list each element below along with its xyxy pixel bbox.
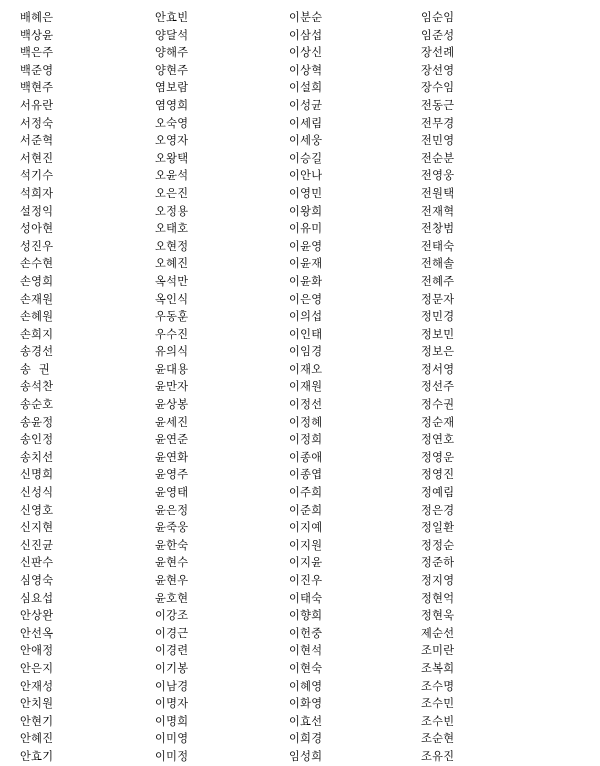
name-cell: 이승길	[289, 151, 323, 165]
name-cell: 이명자	[155, 697, 189, 711]
name-cell: 이미영	[155, 732, 189, 746]
name-cell: 전무경	[421, 116, 455, 130]
name-cell: 전창범	[421, 222, 455, 236]
name-cell: 서유란	[20, 98, 54, 112]
name-cell: 이진우	[289, 574, 323, 587]
table-row	[0, 590, 600, 608]
table-row	[0, 203, 600, 221]
name-cell: 조유진	[421, 749, 455, 763]
table-row	[0, 308, 600, 326]
name-cell: 성아현	[20, 222, 54, 236]
name-cell: 오혜진	[155, 257, 189, 271]
name-cell: 서정숙	[20, 116, 54, 130]
name-cell: 석기수	[20, 169, 54, 183]
name-cell: 전순분	[421, 151, 455, 165]
table-row	[0, 115, 600, 133]
table-row	[0, 748, 600, 766]
name-cell: 이윤영	[289, 239, 323, 253]
table-row	[0, 44, 600, 62]
name-cell: 양해주	[155, 46, 189, 60]
name-cell: 장선영	[421, 63, 455, 77]
table-row	[0, 273, 600, 291]
name-cell: 이효선	[289, 714, 323, 728]
name-cell: 이유미	[289, 222, 323, 236]
name-cell: 손재원	[20, 292, 54, 306]
name-cell: 이정희	[289, 433, 323, 447]
name-cell: 송윤정	[20, 415, 54, 429]
table-row	[0, 167, 600, 185]
name-cell: 백준영	[20, 63, 54, 77]
table-row	[0, 449, 600, 467]
name-cell: 윤연준	[155, 433, 189, 447]
name-cell: 이혜영	[289, 679, 323, 693]
name-cell: 이강조	[155, 609, 189, 623]
name-cell: 이은영	[289, 292, 323, 306]
table-row	[0, 238, 600, 256]
table-row	[0, 9, 600, 27]
name-cell: 이미정	[155, 749, 189, 763]
name-cell: 이지예	[289, 521, 323, 535]
name-cell: 안선옥	[20, 626, 54, 640]
name-cell: 전민영	[421, 134, 455, 148]
name-cell: 오현정	[155, 239, 189, 253]
table-row	[0, 484, 600, 502]
name-cell: 손희지	[20, 327, 54, 341]
name-cell: 이남경	[155, 679, 189, 693]
name-cell: 손영희	[20, 274, 54, 288]
name-cell: 임성희	[289, 749, 323, 763]
name-cell: 전재혁	[421, 204, 455, 218]
name-cell: 신지현	[20, 521, 54, 535]
name-cell: 이정선	[289, 398, 323, 412]
name-cell: 우동훈	[155, 310, 189, 324]
name-cell: 오태호	[155, 222, 189, 236]
name-cell: 이상신	[289, 46, 323, 60]
name-cell: 이지윤	[289, 556, 323, 570]
name-cell: 이재오	[289, 362, 323, 376]
name-cell: 장선례	[421, 46, 455, 60]
table-row	[0, 642, 600, 660]
table-row	[0, 291, 600, 309]
table-row	[0, 185, 600, 203]
name-cell: 전혜주	[421, 274, 455, 288]
name-cell: 이현숙	[289, 661, 323, 675]
table-row	[0, 537, 600, 555]
name-cell: 이설희	[289, 81, 323, 95]
name-cell: 심영숙	[20, 574, 54, 587]
name-cell: 송 권	[20, 362, 50, 376]
table-row	[0, 27, 600, 45]
name-cell: 이의섭	[289, 310, 323, 324]
name-cell: 정순재	[421, 415, 455, 429]
name-cell: 전원택	[421, 186, 455, 200]
name-cell: 안혜진	[20, 732, 54, 746]
name-cell: 정준하	[421, 556, 455, 570]
table-row	[0, 695, 600, 713]
table-row	[0, 713, 600, 731]
name-cell: 윤만자	[155, 380, 189, 394]
name-cell: 이현석	[289, 644, 323, 658]
name-cell: 윤현우	[155, 574, 189, 587]
name-cell: 안상완	[20, 609, 54, 623]
name-cell: 정은경	[421, 503, 455, 517]
name-cell: 정민경	[421, 310, 455, 324]
name-cell: 윤죽웅	[155, 521, 189, 535]
name-cell: 장수임	[421, 81, 455, 95]
name-cell: 성진우	[20, 239, 54, 253]
name-cell: 이종엽	[289, 468, 323, 482]
name-cell: 이지원	[289, 538, 323, 552]
name-cell: 백은주	[20, 46, 54, 60]
table-row	[0, 502, 600, 520]
name-cell: 이왕희	[289, 204, 323, 218]
table-row	[0, 79, 600, 97]
name-cell: 옥인식	[155, 292, 189, 306]
name-cell: 손혜원	[20, 310, 54, 324]
name-cell: 윤상봉	[155, 398, 189, 412]
name-cell: 서현진	[20, 151, 54, 165]
table-row	[0, 660, 600, 678]
name-cell: 정서영	[421, 362, 455, 376]
name-cell: 송치선	[20, 450, 54, 464]
name-cell: 정일환	[421, 521, 455, 535]
name-cell: 양현주	[155, 63, 189, 77]
name-cell: 윤호현	[155, 591, 189, 605]
name-cell: 송인정	[20, 433, 54, 447]
table-row	[0, 572, 600, 590]
name-cell: 심요섭	[20, 591, 54, 605]
name-cell: 설정익	[20, 204, 54, 218]
table-row	[0, 730, 600, 748]
name-cell: 안재성	[20, 679, 54, 693]
name-cell: 윤현수	[155, 556, 189, 570]
name-cell: 정영진	[421, 468, 455, 482]
table-row	[0, 554, 600, 572]
name-cell: 우수진	[155, 327, 189, 341]
name-cell: 정현억	[421, 591, 455, 605]
name-cell: 이윤화	[289, 274, 323, 288]
name-cell: 이윤재	[289, 257, 323, 271]
name-cell: 송경선	[20, 345, 54, 359]
table-row	[0, 678, 600, 696]
name-cell: 옥석만	[155, 274, 189, 288]
table-row	[0, 607, 600, 625]
table-row	[0, 255, 600, 273]
name-cell: 정연호	[421, 433, 455, 447]
table-row	[0, 466, 600, 484]
table-row	[0, 378, 600, 396]
table-row	[0, 220, 600, 238]
table-row	[0, 414, 600, 432]
name-cell: 유의식	[155, 345, 189, 359]
name-cell: 이향희	[289, 609, 323, 623]
name-cell: 신판수	[20, 556, 54, 570]
table-row	[0, 396, 600, 414]
table-row	[0, 326, 600, 344]
name-cell: 오정용	[155, 204, 189, 218]
table-row	[0, 625, 600, 643]
name-cell: 정영운	[421, 450, 455, 464]
name-cell: 이정혜	[289, 415, 323, 429]
name-cell: 이성균	[289, 98, 323, 112]
name-cell: 이세웅	[289, 134, 323, 148]
name-cell: 윤영태	[155, 486, 189, 500]
table-row	[0, 431, 600, 449]
name-cell: 임순임	[421, 11, 455, 24]
name-cell: 신영호	[20, 503, 54, 517]
name-cell: 조수민	[421, 697, 455, 711]
name-cell: 이상혁	[289, 63, 323, 77]
table-row	[0, 519, 600, 537]
name-cell: 신성식	[20, 486, 54, 500]
name-cell: 이화영	[289, 697, 323, 711]
name-cell: 안효빈	[155, 11, 189, 24]
name-cell: 신진균	[20, 538, 54, 552]
name-cell: 이인태	[289, 327, 323, 341]
name-cell: 염영희	[155, 98, 189, 112]
name-cell: 이종애	[289, 450, 323, 464]
name-cell: 오은진	[155, 186, 189, 200]
name-cell: 제순선	[421, 626, 455, 640]
name-cell: 이영민	[289, 186, 323, 200]
name-cell: 조미란	[421, 644, 455, 658]
name-cell: 송석찬	[20, 380, 54, 394]
name-cell: 이세림	[289, 116, 323, 130]
name-cell: 임준성	[421, 28, 455, 42]
table-row	[0, 361, 600, 379]
name-cell: 이희경	[289, 732, 323, 746]
name-cell: 이삼섭	[289, 28, 323, 42]
name-cell: 조순현	[421, 732, 455, 746]
name-cell: 백현주	[20, 81, 54, 95]
name-cell: 정정순	[421, 538, 455, 552]
name-cell: 윤한숙	[155, 538, 189, 552]
name-cell: 석희자	[20, 186, 54, 200]
name-cell: 정수권	[421, 398, 455, 412]
name-cell: 정예림	[421, 486, 455, 500]
name-cell: 전태숙	[421, 239, 455, 253]
name-cell: 조수명	[421, 679, 455, 693]
table-row	[0, 97, 600, 115]
name-cell: 양달석	[155, 28, 189, 42]
name-cell: 이안나	[289, 169, 323, 183]
name-cell: 전동근	[421, 98, 455, 112]
table-row	[0, 132, 600, 150]
name-cell: 전해솔	[421, 257, 455, 271]
name-cell: 조수빈	[421, 714, 455, 728]
name-cell: 백상윤	[20, 28, 54, 42]
table-row	[0, 343, 600, 361]
name-cell: 윤영주	[155, 468, 189, 482]
name-cell: 안치원	[20, 697, 54, 711]
name-cell: 안은지	[20, 661, 54, 675]
name-cell: 조복희	[421, 661, 455, 675]
name-cell: 이경근	[155, 626, 189, 640]
name-cell: 윤세진	[155, 415, 189, 429]
name-cell: 전영웅	[421, 169, 455, 183]
name-cell: 윤대용	[155, 362, 189, 376]
name-cell: 손수현	[20, 257, 54, 271]
name-cell: 정문자	[421, 292, 455, 306]
name-cell: 서준혁	[20, 134, 54, 148]
name-cell: 오숙영	[155, 116, 189, 130]
table-row	[0, 150, 600, 168]
name-cell: 이헌중	[289, 626, 323, 640]
name-cell: 이경련	[155, 644, 189, 658]
name-list-table	[0, 9, 600, 766]
name-cell: 배혜은	[20, 11, 54, 24]
name-cell: 이재원	[289, 380, 323, 394]
name-cell: 윤연화	[155, 450, 189, 464]
name-cell: 안효기	[20, 749, 54, 763]
name-cell: 염보람	[155, 81, 189, 95]
name-cell: 신명희	[20, 468, 54, 482]
name-cell: 정보민	[421, 327, 455, 341]
name-cell: 이기봉	[155, 661, 189, 675]
name-cell: 정지영	[421, 574, 455, 587]
name-cell: 송순호	[20, 398, 54, 412]
name-cell: 정보은	[421, 345, 455, 359]
name-cell: 이주희	[289, 486, 323, 500]
name-cell: 이분순	[289, 11, 323, 24]
name-cell: 이태숙	[289, 591, 323, 605]
name-cell: 오왕택	[155, 151, 189, 165]
name-cell: 정선주	[421, 380, 455, 394]
name-cell: 정현욱	[421, 609, 455, 623]
name-cell: 이준희	[289, 503, 323, 517]
name-cell: 윤은정	[155, 503, 189, 517]
name-cell: 안애정	[20, 644, 54, 658]
name-cell: 오영자	[155, 134, 189, 148]
table-row	[0, 62, 600, 80]
name-cell: 이명희	[155, 714, 189, 728]
name-cell: 이임경	[289, 345, 323, 359]
name-cell: 오윤석	[155, 169, 189, 183]
name-cell: 안현기	[20, 714, 54, 728]
